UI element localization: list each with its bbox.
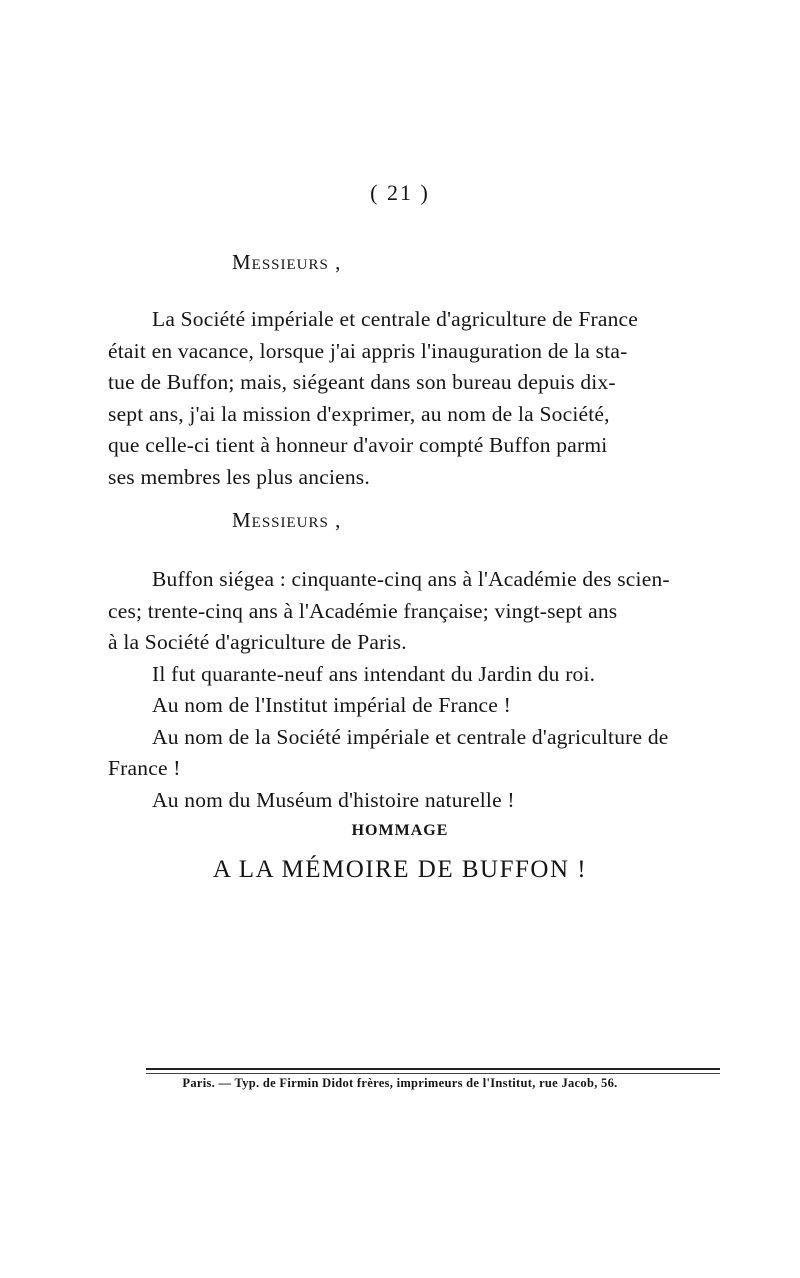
text-line: Il fut quarante-neuf ans intendant du Jardin du roi.	[152, 661, 596, 686]
printer-imprint: Paris. — Typ. de Firmin Didot frères, imprimeurs de l'Institut, rue Jacob, 56.	[182, 1076, 618, 1090]
text-line: à la Société d'agriculture de Paris.	[108, 630, 407, 654]
text-line: tue de Buffon; mais, siégeant dans son bureau depuis dix-	[108, 370, 616, 394]
footer-rule-thin	[146, 1073, 720, 1074]
text-line: Au nom de l'Institut impérial de France !	[152, 693, 511, 717]
text-line: Buffon siégea : cinquante-cinq ans à l'Académie des scien-	[152, 567, 670, 591]
text-line: Au nom de la Société impériale et centrale d'agriculture de	[152, 724, 669, 749]
text-line: La Société impériale et centrale d'agriculture de France	[152, 307, 639, 331]
text-line: ses membres les plus anciens.	[108, 464, 370, 489]
text-line: ces; trente-cinq ans à l'Académie française; vingt-sept ans	[108, 598, 618, 623]
page-number: ( 21 )	[370, 180, 430, 205]
footer-rule	[146, 1068, 720, 1070]
salutation-first: Messieurs ,	[232, 250, 342, 274]
text-line: était en vacance, lorsque j'ai appris l'inauguration de la sta-	[108, 338, 628, 363]
text-line: France !	[108, 756, 181, 780]
paragraph-buffon-tenure	[108, 564, 728, 816]
hommage-heading: HOMMAGE	[351, 822, 449, 839]
paragraph-society-statement	[108, 304, 728, 493]
hommage-title: A LA MÉMOIRE DE BUFFON !	[212, 856, 588, 883]
text-line: Au nom du Muséum d'histoire naturelle !	[152, 787, 515, 812]
text-line: sept ans, j'ai la mission d'exprimer, au nom de la Société,	[108, 401, 610, 426]
salutation-second: Messieurs ,	[232, 508, 342, 532]
text-line: que celle-ci tient à honneur d'avoir compté Buffon parmi	[108, 433, 608, 457]
